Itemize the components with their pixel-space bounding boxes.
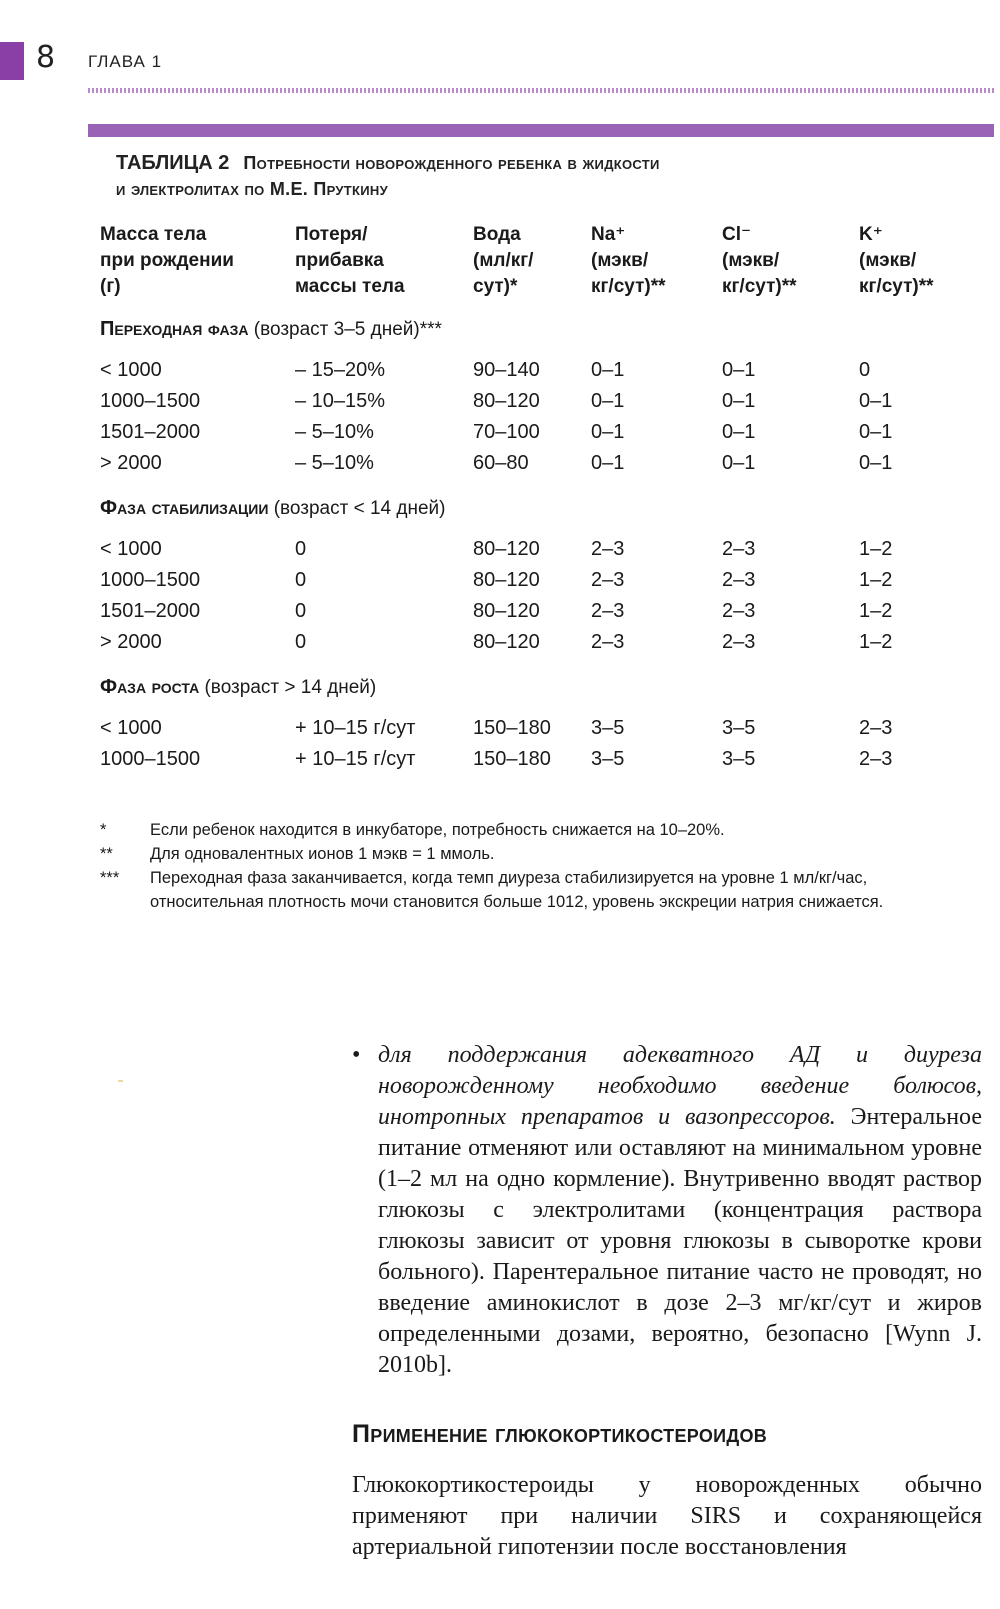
table-cell: 0 bbox=[295, 569, 307, 591]
table-cell: 1–2 bbox=[859, 569, 893, 591]
bullet-item bbox=[352, 1040, 982, 1381]
table-footnotes bbox=[100, 818, 960, 914]
chapter-label: ГЛАВА 1 bbox=[88, 52, 163, 71]
table-cell: 0–1 bbox=[722, 452, 756, 474]
table-cell: – 10–15% bbox=[295, 390, 386, 412]
phase-name: Фаза роста bbox=[100, 676, 200, 698]
table-cell: 0–1 bbox=[859, 421, 893, 443]
table-top-bar bbox=[88, 124, 994, 137]
column-header-line: (мэкв/ bbox=[859, 250, 917, 271]
footnote-mark: ** bbox=[100, 845, 113, 863]
column-header-line: Cl⁻ bbox=[722, 224, 752, 245]
column-header-line: Na⁺ bbox=[591, 224, 626, 245]
column-header-line: при рождении bbox=[100, 250, 234, 271]
bullet-marker: • bbox=[352, 1042, 361, 1068]
column-header-line: Масса тела bbox=[100, 224, 207, 245]
table-cell: 1000–1500 bbox=[100, 748, 201, 770]
table-cell: 1501–2000 bbox=[100, 421, 201, 443]
table-cell: 0–1 bbox=[859, 390, 893, 412]
table-row bbox=[100, 355, 980, 386]
table-body bbox=[100, 314, 980, 775]
table-cell: 2–3 bbox=[859, 717, 893, 739]
page-tab-marker bbox=[0, 42, 24, 80]
table-cell: 0 bbox=[295, 631, 307, 653]
table-row bbox=[100, 713, 980, 744]
column-header-line: Вода bbox=[473, 224, 521, 245]
table-title-line-2: и электролитах по М.Е. Пруткину bbox=[116, 179, 389, 199]
table-cell: 0–1 bbox=[591, 421, 625, 443]
phase-heading bbox=[100, 672, 980, 703]
table-cell: 0 bbox=[295, 538, 307, 560]
column-header bbox=[295, 222, 473, 300]
table-title bbox=[116, 150, 896, 202]
column-header-line: кг/сут)** bbox=[722, 276, 797, 297]
table-row bbox=[100, 744, 980, 775]
column-header bbox=[722, 222, 859, 300]
page-number: 8 bbox=[36, 40, 55, 75]
footnote-mark: *** bbox=[100, 869, 120, 887]
table-cell: 70–100 bbox=[473, 421, 540, 443]
column-header-line: кг/сут)** bbox=[591, 276, 666, 297]
table-cell: 150–180 bbox=[473, 717, 551, 739]
table-cell: > 2000 bbox=[100, 631, 162, 653]
table-cell: 3–5 bbox=[722, 717, 756, 739]
table-cell: 150–180 bbox=[473, 748, 551, 770]
table-cell: 90–140 bbox=[473, 359, 540, 381]
table-cell: 80–120 bbox=[473, 569, 540, 591]
bullet-regular-text: Энтеральное питание отменяют или оставляют на минимальном уровне (1–2 мл на одно кормление). Внутривенно вводят раствор глюкозы с электролитами (концентрация раствора глюкозы зависит от уровня глюкозы в сыворотке крови больного). Парентеральное питание часто не проводят, но введение аминокислот в дозе 2–3 мг/кг/сут и жиров определенными дозами, вероятно, безопасно [Wynn J. 2010b]. bbox=[378, 1104, 982, 1378]
table-cell: + 10–15 г/сут bbox=[295, 717, 416, 739]
column-header-line: K⁺ bbox=[859, 224, 883, 245]
column-header-line: сут)* bbox=[473, 276, 518, 297]
table-row bbox=[100, 386, 980, 417]
column-header bbox=[473, 222, 591, 300]
phase-age-note: (возраст 3–5 дней)*** bbox=[253, 319, 442, 340]
table-cell: 80–120 bbox=[473, 538, 540, 560]
table-row bbox=[100, 627, 980, 658]
column-header-line: прибавка bbox=[295, 250, 384, 271]
table-cell: 0 bbox=[859, 359, 871, 381]
footnote bbox=[100, 818, 960, 842]
body-paragraph-2: Глюкокортикостероиды у новорожденных обычно применяют при наличии SIRS и сохраняющейся артериальной гипотензии после восстановления bbox=[352, 1472, 982, 1560]
table-cell: 3–5 bbox=[722, 748, 756, 770]
footnote bbox=[100, 842, 960, 866]
table-cell: 0–1 bbox=[591, 359, 625, 381]
header-rule bbox=[88, 88, 994, 93]
table-cell: 2–3 bbox=[859, 748, 893, 770]
table-cell: 80–120 bbox=[473, 390, 540, 412]
table-label: ТАБЛИЦА 2 bbox=[116, 152, 230, 174]
table-cell: 2–3 bbox=[591, 569, 625, 591]
table-cell: 80–120 bbox=[473, 631, 540, 653]
phase-heading bbox=[100, 314, 980, 345]
footnote-text: Для одновалентных ионов 1 мэкв = 1 ммоль. bbox=[150, 845, 495, 863]
column-header bbox=[100, 222, 295, 300]
column-header bbox=[591, 222, 722, 300]
data-table bbox=[100, 222, 980, 775]
table-row bbox=[100, 534, 980, 565]
table-cell: 2–3 bbox=[722, 600, 756, 622]
footnote-mark: * bbox=[100, 821, 107, 839]
bullet-text bbox=[378, 1040, 982, 1381]
footnote-text: Переходная фаза заканчивается, когда темп диуреза стабилизируется на уровне 1 мл/кг/час, относительная плотность мочи становится больше 1012, уровень экскреции натрия снижается. bbox=[150, 869, 884, 911]
table-cell: 2–3 bbox=[591, 538, 625, 560]
phase-age-note: (возраст < 14 дней) bbox=[273, 498, 446, 519]
footnote-text: Если ребенок находится в инкубаторе, потребность снижается на 10–20%. bbox=[150, 821, 725, 839]
table-cell: – 5–10% bbox=[295, 421, 374, 443]
column-header-line: (г) bbox=[100, 276, 121, 297]
table-row bbox=[100, 448, 980, 479]
table-cell: 2–3 bbox=[722, 538, 756, 560]
table-cell: 3–5 bbox=[591, 717, 625, 739]
table-cell: 1501–2000 bbox=[100, 600, 201, 622]
table-header-row bbox=[100, 222, 980, 300]
table-cell: 1000–1500 bbox=[100, 569, 201, 591]
table-cell: < 1000 bbox=[100, 717, 162, 739]
table-cell: 0–1 bbox=[591, 390, 625, 412]
scan-speck bbox=[118, 1080, 123, 1082]
column-header-line: (мл/кг/ bbox=[473, 250, 534, 271]
table-cell: 0–1 bbox=[722, 359, 756, 381]
table-cell: < 1000 bbox=[100, 538, 162, 560]
table-cell: 0–1 bbox=[722, 390, 756, 412]
column-header-line: (мэкв/ bbox=[722, 250, 780, 271]
table-cell: 1–2 bbox=[859, 631, 893, 653]
table-cell: 1000–1500 bbox=[100, 390, 201, 412]
phase-name: Фаза стабилизации bbox=[100, 497, 269, 519]
table-cell: 1–2 bbox=[859, 600, 893, 622]
table-cell: 2–3 bbox=[591, 600, 625, 622]
table-cell: > 2000 bbox=[100, 452, 162, 474]
body-paragraph-1 bbox=[352, 1040, 982, 1381]
table-cell: 60–80 bbox=[473, 452, 529, 474]
section-heading: Применение глюкокортикостероидов bbox=[352, 1420, 768, 1448]
table-cell: < 1000 bbox=[100, 359, 162, 381]
table-title-line-1: Потребности новорожденного ребенка в жидкости bbox=[243, 153, 660, 173]
table-row bbox=[100, 565, 980, 596]
table-cell: 1–2 bbox=[859, 538, 893, 560]
table-cell: 2–3 bbox=[722, 631, 756, 653]
table-cell: 2–3 bbox=[591, 631, 625, 653]
column-header-line: кг/сут)** bbox=[859, 276, 934, 297]
table-cell: 3–5 bbox=[591, 748, 625, 770]
table-cell: 80–120 bbox=[473, 600, 540, 622]
column-header-line: Потеря/ bbox=[295, 224, 368, 245]
table-row bbox=[100, 417, 980, 448]
table-cell: 2–3 bbox=[722, 569, 756, 591]
column-header-line: (мэкв/ bbox=[591, 250, 649, 271]
bullet-italic-text: для поддержания адекватного АД и диуреза новорожденному необходимо введение болюсов, инотропных препаратов и вазопрессоров. bbox=[378, 1042, 982, 1130]
phase-name: Переходная фаза bbox=[100, 318, 249, 340]
phase-age-note: (возраст > 14 дней) bbox=[204, 677, 377, 698]
table-cell: 0–1 bbox=[722, 421, 756, 443]
table-cell: – 5–10% bbox=[295, 452, 374, 474]
column-header-line: массы тела bbox=[295, 276, 405, 297]
table-cell: 0 bbox=[295, 600, 307, 622]
phase-heading bbox=[100, 493, 980, 524]
table-row bbox=[100, 596, 980, 627]
column-header bbox=[859, 222, 980, 300]
footnote bbox=[100, 866, 960, 914]
table-cell: – 15–20% bbox=[295, 359, 386, 381]
table-cell: 0–1 bbox=[859, 452, 893, 474]
table-cell: 0–1 bbox=[591, 452, 625, 474]
table-cell: + 10–15 г/сут bbox=[295, 748, 416, 770]
